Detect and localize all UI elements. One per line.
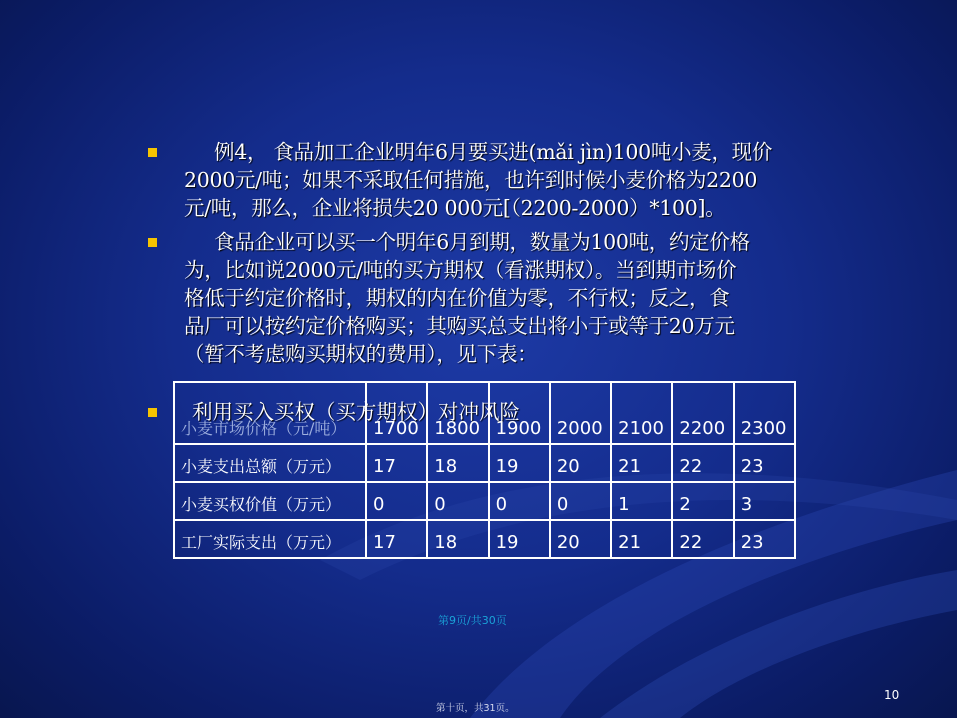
row-label: 小麦市场价格（元/吨）	[174, 382, 366, 444]
table-row	[174, 482, 795, 520]
table-cell: 2100	[611, 382, 672, 444]
table-cell: 0	[366, 482, 427, 520]
row-label: 工厂实际支出（万元）	[174, 520, 366, 558]
table-cell: 1800	[427, 382, 488, 444]
slide-body	[146, 138, 816, 368]
table-cell: 20	[550, 444, 611, 482]
table-row	[174, 520, 795, 558]
table-cell: 22	[672, 520, 733, 558]
row-label: 小麦买权价值（万元）	[174, 482, 366, 520]
table-cell: 1700	[366, 382, 427, 444]
table-cell: 19	[489, 520, 550, 558]
table-cell: 21	[611, 520, 672, 558]
bullet-marker-icon	[148, 148, 157, 157]
table-row	[174, 382, 795, 444]
table-cell: 0	[550, 482, 611, 520]
bullet-1-line-1: 例4， 食品加工企业明年6月要买进(mǎi jìn)100吨小麦，现价	[214, 140, 773, 164]
table-cell: 17	[366, 520, 427, 558]
footer-page-count: 第十页，共31页。	[436, 703, 515, 714]
bullet-option-explanation	[146, 228, 816, 368]
hedge-table	[173, 381, 796, 559]
table-cell: 21	[611, 444, 672, 482]
bullet-3-text: 利用买入买权（买方期权）对冲风险	[192, 400, 520, 424]
table-cell: 22	[672, 444, 733, 482]
bullet-1-line-2: 2000元/吨；如果不采取任何措施，也许到时候小麦价格为2200	[184, 168, 758, 192]
table-cell: 0	[489, 482, 550, 520]
bullet-1-line-3: 元/吨，那么，企业将损失20 000元[（2200-2000）*100]。	[184, 196, 726, 220]
table-cell: 2000	[550, 382, 611, 444]
bullet-marker-icon	[148, 238, 157, 247]
table-cell: 2200	[672, 382, 733, 444]
slide-number: 10	[884, 688, 900, 702]
table-row	[174, 444, 795, 482]
bullet-2-line-1: 食品企业可以买一个明年6月到期，数量为100吨，约定价格	[214, 230, 750, 254]
table-cell: 1	[611, 482, 672, 520]
bullet-2-line-2: 为，比如说2000元/吨的买方期权（看涨期权）。当到期市场价	[184, 258, 737, 282]
table-cell: 19	[489, 444, 550, 482]
table-cell: 2300	[734, 382, 795, 444]
table-cell: 17	[366, 444, 427, 482]
table-cell: 0	[427, 482, 488, 520]
bullet-2-line-4: 品厂可以按约定价格购买；其购买总支出将小于或等于20万元	[184, 314, 735, 338]
bullet-2-line-5: （暂不考虑购买期权的费用），见下表：	[184, 342, 538, 366]
bullet-2-line-3: 格低于约定价格时，期权的内在价值为零，不行权；反之，食	[184, 286, 730, 310]
table-cell: 20	[550, 520, 611, 558]
table-cell: 18	[427, 444, 488, 482]
bullet-marker-icon	[148, 408, 157, 417]
row-label: 小麦支出总额（万元）	[174, 444, 366, 482]
bullet-example-4	[146, 138, 816, 222]
table-cell: 23	[734, 520, 795, 558]
table-cell: 23	[734, 444, 795, 482]
table-cell: 1900	[489, 382, 550, 444]
page-indicator: 第9页/共30页	[438, 614, 507, 627]
table-cell: 18	[427, 520, 488, 558]
table-cell: 3	[734, 482, 795, 520]
table-cell: 2	[672, 482, 733, 520]
